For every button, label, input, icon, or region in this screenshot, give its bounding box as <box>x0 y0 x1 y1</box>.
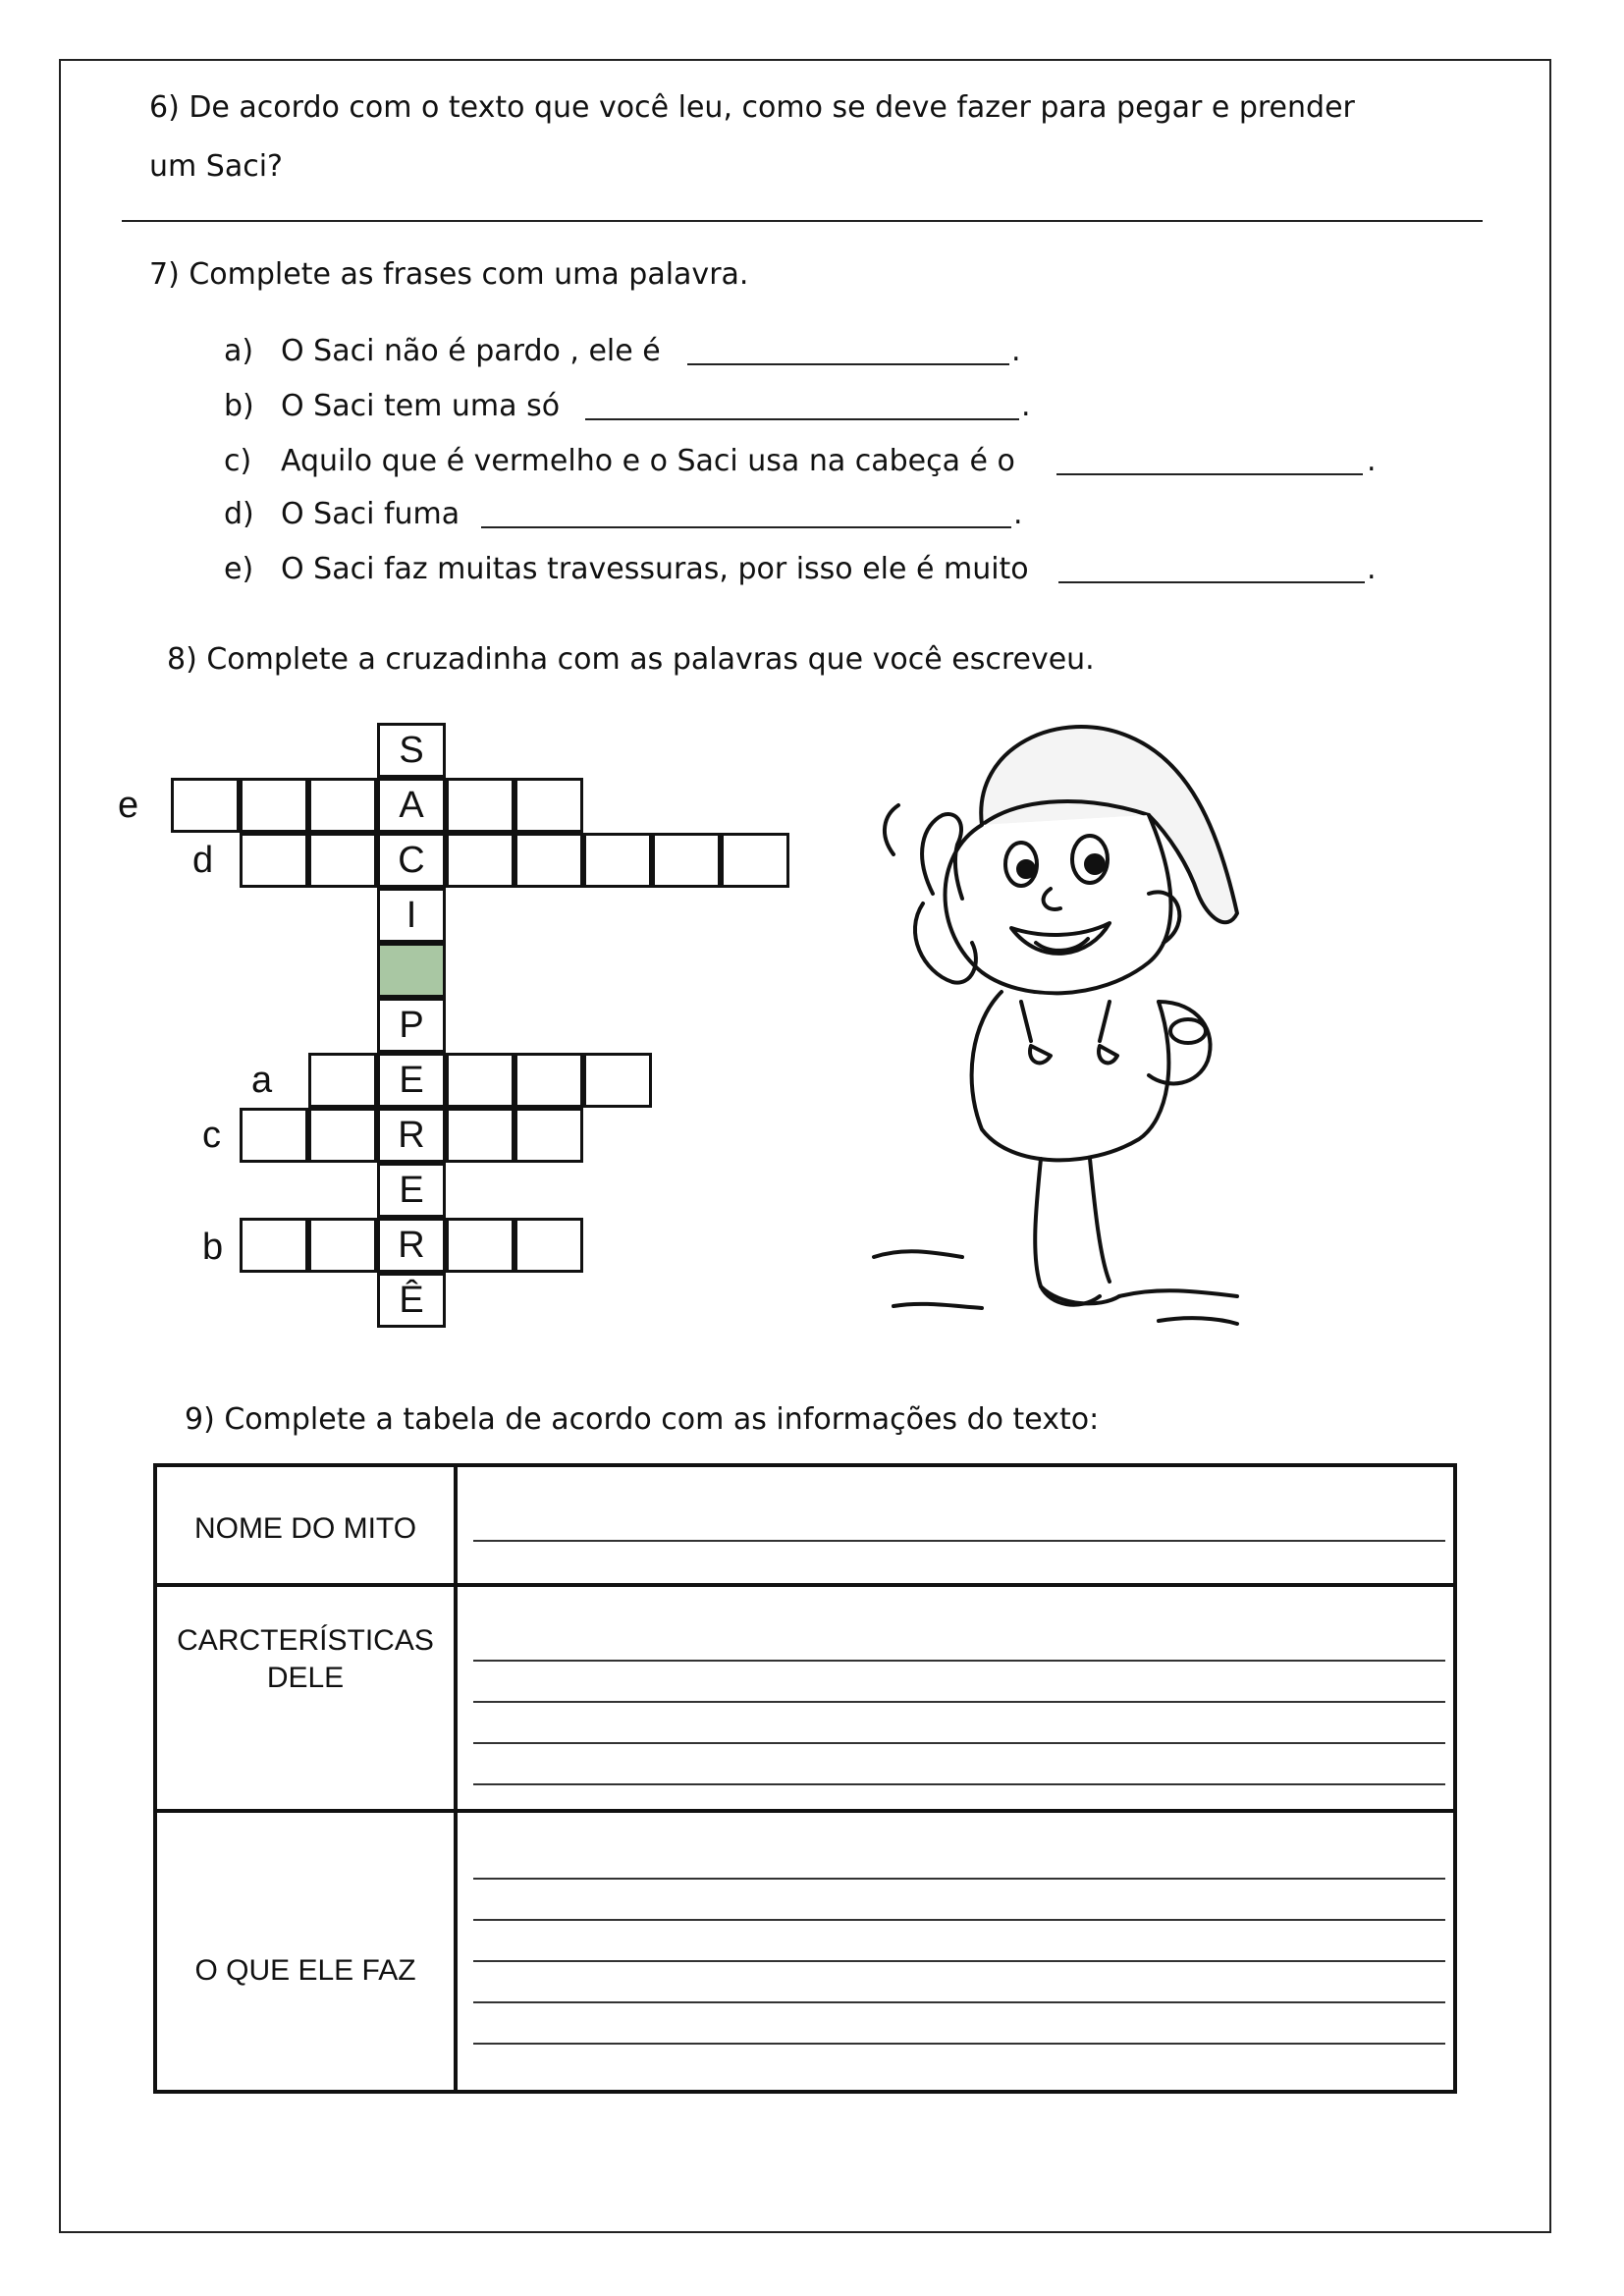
crossword-cell[interactable] <box>446 778 514 833</box>
table-row-divider-2 <box>157 1809 1453 1813</box>
table-answer-line[interactable] <box>473 1701 1445 1703</box>
crossword-label-c: c <box>202 1115 221 1156</box>
table-answer-line[interactable] <box>473 2043 1445 2045</box>
crossword-cell[interactable] <box>308 778 377 833</box>
q6-answer-line[interactable] <box>122 220 1483 222</box>
q7-item-a-letter: a) <box>224 334 254 368</box>
q7-item-d-end: . <box>1013 497 1023 531</box>
crossword-cell[interactable] <box>514 1053 583 1108</box>
crossword-letter: Ê <box>399 1280 424 1321</box>
crossword-cell[interactable] <box>446 833 514 888</box>
crossword-letter: E <box>399 1170 424 1211</box>
table-answer-line[interactable] <box>473 1660 1445 1662</box>
crossword-letter: R <box>398 1225 425 1266</box>
q8-title: 8) Complete a cruzadinha com as palavras que você escreveu. <box>167 642 1095 677</box>
table-label-caracteristicas-1: CARCTERÍSTICAS <box>177 1624 434 1657</box>
crossword-cell[interactable] <box>446 1053 514 1108</box>
crossword-cell[interactable] <box>514 1108 583 1163</box>
crossword-cell[interactable] <box>652 833 721 888</box>
crossword-letter: C <box>398 840 425 881</box>
saci-illustration <box>864 707 1276 1336</box>
q7-item-c-blank[interactable] <box>1056 473 1363 475</box>
crossword-cell[interactable] <box>240 833 308 888</box>
table-answer-line[interactable] <box>473 2001 1445 2003</box>
table-column-divider <box>454 1467 458 2090</box>
q7-item-e-letter: e) <box>224 552 254 586</box>
crossword-label-d: d <box>192 840 214 881</box>
q7-item-a-blank[interactable] <box>687 363 1009 365</box>
crossword-cell[interactable] <box>514 778 583 833</box>
q7-item-b-blank[interactable] <box>585 418 1019 420</box>
crossword-cell[interactable] <box>308 1053 377 1108</box>
q7-item-e-text: O Saci faz muitas travessuras, por isso ele é muito <box>281 552 1029 586</box>
crossword-cell[interactable] <box>240 1108 308 1163</box>
q7-item-c-end: . <box>1367 444 1377 478</box>
crossword-letter: P <box>399 1005 424 1046</box>
table-label-o-que-faz: O QUE ELE FAZ <box>194 1954 416 1987</box>
q7-item-c-letter: c) <box>224 444 252 478</box>
table-label-caracteristicas-2: DELE <box>266 1662 345 1694</box>
q7-item-d-letter: d) <box>224 497 254 531</box>
crossword-cell[interactable] <box>308 1218 377 1273</box>
table-answer-line[interactable] <box>473 1878 1445 1880</box>
q7-item-d-text: O Saci fuma <box>281 497 460 531</box>
crossword-cell[interactable] <box>583 833 652 888</box>
crossword-cell[interactable] <box>514 833 583 888</box>
crossword-cell[interactable] <box>308 833 377 888</box>
crossword-letter <box>377 943 446 998</box>
crossword-label-a: a <box>251 1060 273 1101</box>
crossword-letter: A <box>399 785 424 826</box>
crossword-letter: E <box>399 1060 424 1101</box>
q6-text-line2: um Saci? <box>149 149 283 184</box>
q7-item-c-text: Aquilo que é vermelho e o Saci usa na cabeça é o <box>281 444 1015 478</box>
q7-title: 7) Complete as frases com uma palavra. <box>149 257 749 292</box>
table-answer-line[interactable] <box>473 1960 1445 1962</box>
table-answer-line[interactable] <box>473 1783 1445 1785</box>
crossword-cell[interactable] <box>308 1108 377 1163</box>
q9-title: 9) Complete a tabela de acordo com as informações do texto: <box>185 1402 1100 1437</box>
crossword-cell[interactable] <box>446 1218 514 1273</box>
q7-item-b-end: . <box>1021 389 1031 423</box>
crossword-cell[interactable] <box>583 1053 652 1108</box>
q7-item-a-end: . <box>1011 334 1021 368</box>
crossword-letter: S <box>399 730 424 771</box>
table-label-nome: NOME DO MITO <box>193 1512 417 1545</box>
crossword-letter: R <box>398 1115 425 1156</box>
q7-item-d-blank[interactable] <box>481 526 1011 528</box>
q7-item-e-blank[interactable] <box>1058 581 1365 583</box>
crossword-cell[interactable] <box>446 1108 514 1163</box>
crossword-cell[interactable] <box>240 1218 308 1273</box>
crossword-cell[interactable] <box>514 1218 583 1273</box>
info-table <box>153 1463 1457 2094</box>
crossword-letter: I <box>406 895 417 936</box>
q7-item-a-text: O Saci não é pardo , ele é <box>281 334 661 368</box>
q7-item-b-letter: b) <box>224 389 254 423</box>
crossword-label-e: e <box>118 785 139 826</box>
q7-item-e-end: . <box>1367 552 1377 586</box>
table-answer-line[interactable] <box>473 1919 1445 1921</box>
crossword-label-b: b <box>202 1227 224 1268</box>
table-answer-line[interactable] <box>473 1540 1445 1542</box>
crossword-cell[interactable] <box>721 833 789 888</box>
crossword-cell[interactable] <box>240 778 308 833</box>
crossword-cell[interactable] <box>171 778 240 833</box>
q6-text-line1: 6) De acordo com o texto que você leu, como se deve fazer para pegar e prender <box>149 90 1355 125</box>
table-answer-line[interactable] <box>473 1742 1445 1744</box>
q7-item-b-text: O Saci tem uma só <box>281 389 561 423</box>
table-row-divider-1 <box>157 1583 1453 1587</box>
